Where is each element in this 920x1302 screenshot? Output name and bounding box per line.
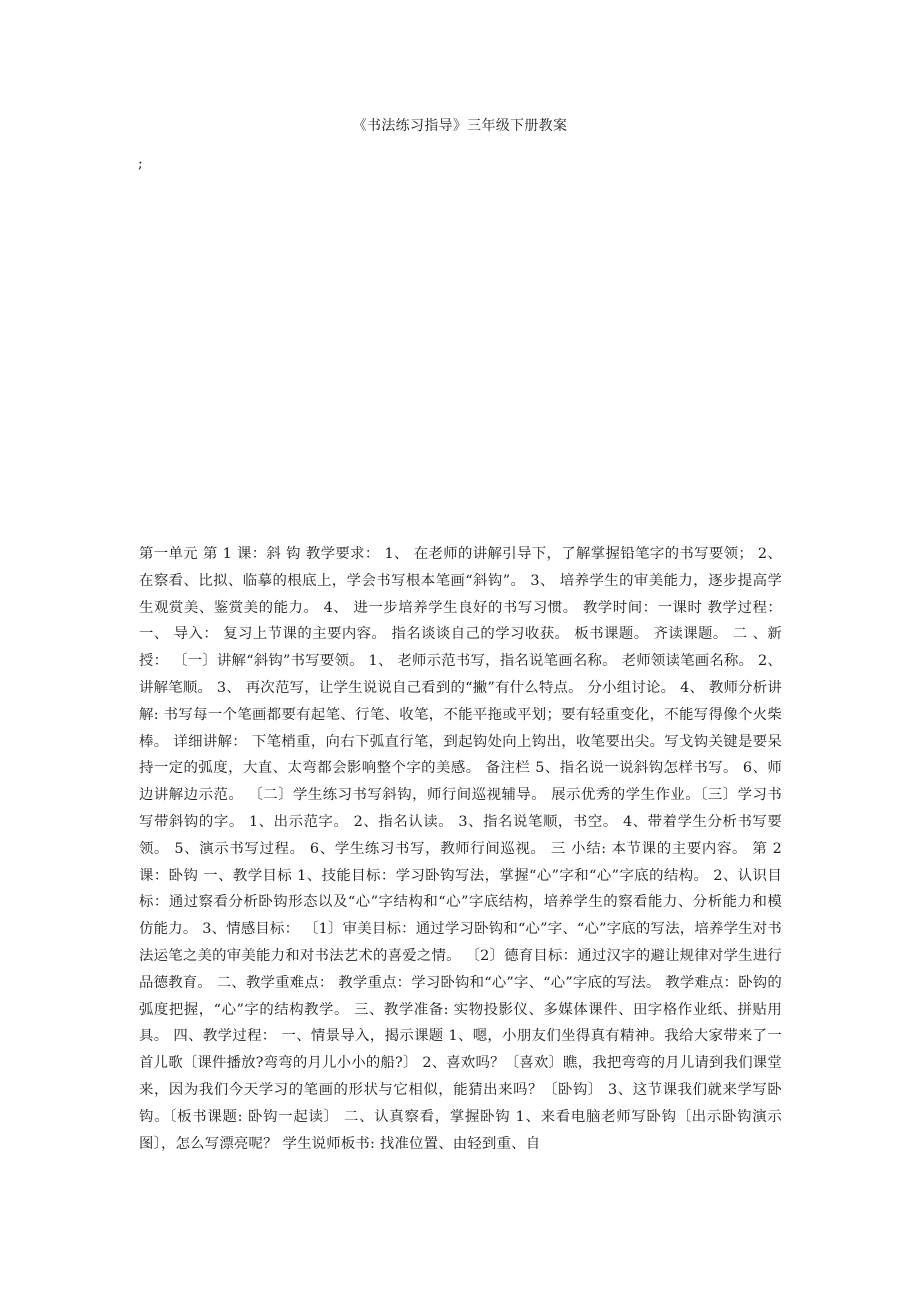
lesson-plan-body-text: 第一单元 第 1 课：斜 钩 教学要求： 1、 在老师的讲解引导下，了解掌握铅笔字的书写要领； 2、 在察看、比拟、临摹的根底上，学会书写根本笔画“斜钩”。 3、 培养学生的审美能力，逐步提高学生观赏美、鉴赏美的能力。 4、 进一步培养学生良好的书写习惯。 教学时间：一课时 教学过程： 一、 导入： 复习上节课的主要内容。 指名谈谈自己的学习收获。 板书课题。 齐读课题。 二 、新授： 〔一〕讲解“斜钩”书写要领。 1、 老师示范书写，指名说笔画名称。 老师领读笔画名称。 2、 讲解笔顺。 3、 再次范写，让学生说说自己看到的“撇”有什么特点。 分小组讨论。 4、 教师分析讲解: 书写每一个笔画都要有起笔、行笔、收笔，不能平拖或平划；要有轻重变化，不能写得像个火柴棒。 详细讲解： 下笔梢重，向右下弧直行笔，到起钩处向上钩出，收笔要出尖。写戈钩关键是要呆持一定的弧度，大直、太弯都会影响整个字的美感。 备注栏 5、指名说一说斜钩怎样书写。 6、师边讲解边示范。 〔二〕学生练习书写斜钩，师行间巡视辅导。 展示优秀的学生作业。〔三〕学习书写带斜钩的字。 1、出示范字。 2、指名认读。 3、指名说笔顺，书空。 4、带着学生分析书写要领。 5、演示书写过程。 6、学生练习书写，教师行间巡视。 三 小结: 本节课的主要内容。 第 2 课：卧钩 一、教学目标 1、技能目标：学习卧钩写法，掌握“心”字和“心”字底的结构。 2、认识目标：通过察看分析卧钩形态以及“心”字结构和“心”字底结构，培养学生的察看能力、分析能力和模仿能力。 3、情感目标： 〔1〕审美目标：通过学习卧钩和“心”字、“心”字底的写法，培养学生对书法运笔之美的审美能力和对书法艺术的喜爱之情。 〔2〕德育目标：通过汉字的避让规律对学生进行品德教育。 二、教学重难点： 教学重点：学习卧钩和“心”字、“心”字底的写法。 教学难点：卧钩的弧度把握，“心”字的结构教学。 三、教学准备: 实物投影仪、多媒体课件、田字格作业纸、拼贴用具。 四、教学过程： 一、情景导入，揭示课题 1、嗯，小朋友们坐得真有精神。我给大家带来了一首儿歌〔课件播放?弯弯的月儿小小的船?〕 2、喜欢吗？〔喜欢〕瞧，我把弯弯的月儿请到我们课堂来，因为我们今天学习的笔画的形状与它相似，能猜出来吗？〔卧钩〕 3、这节课我们就来学写卧钩。〔板书课题: 卧钩一起读〕 二、认真察看，掌握卧钩 1、来看电脑老师写卧钩〔出示卧钩演示图〕，怎么写漂亮呢？ 学生说师板书: 找准位置、由轻到重、自: [139, 546, 782, 1152]
stray-punctuation-mark: ;: [138, 156, 143, 172]
document-title: 《书法练习指导》三年级下册教案: [352, 118, 568, 134]
